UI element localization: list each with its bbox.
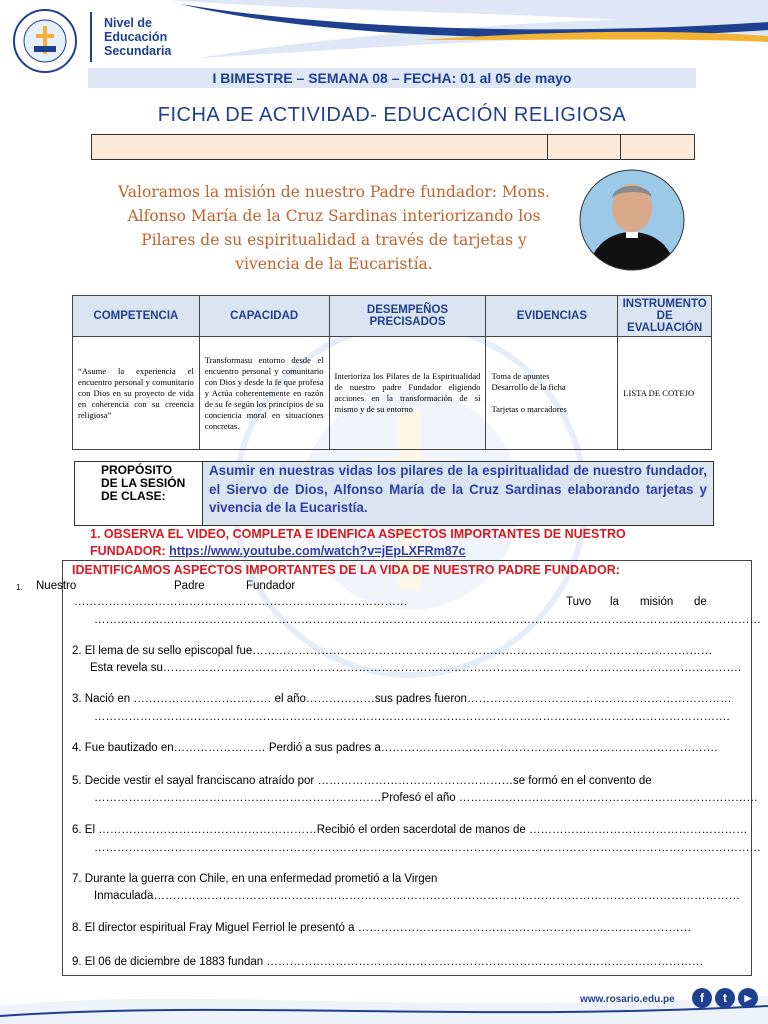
twitter-icon[interactable]: t: [715, 988, 735, 1008]
info-row-divider-1: [547, 135, 548, 159]
facebook-icon[interactable]: f: [692, 988, 712, 1008]
q1-word-6: misión: [640, 596, 674, 608]
question-8[interactable]: 8. El director espiritual Fray Miguel Ferriol le presentó a ……………………………………………………………………………: [72, 922, 692, 934]
cell-instrumento: LISTA DE COTEJO: [618, 337, 712, 450]
proposito-label-box: [74, 461, 204, 526]
q1-word-3: Fundador: [246, 580, 296, 592]
proposito-text-box: [202, 461, 714, 526]
cell-capacidad: Transformasu entorno desde el encuentro personal y comunitario con Dios y desde la fe que profesa y Actúa coherentemente en razón de su fe según los principios de su conciencia moral en situaciones concretas.: [199, 337, 329, 450]
step1-text2: FUNDADOR:: [90, 544, 166, 558]
header-divider: [90, 12, 92, 62]
table-row: [73, 337, 712, 450]
subtitle-line3: Pilares de su espiritualidad a través de tarjetas y: [141, 231, 527, 249]
q1-word-5: la: [610, 596, 619, 608]
nivel-line2: Educación: [104, 30, 168, 44]
q1-word-4: Tuvo: [566, 596, 592, 608]
competencias-table: [72, 295, 712, 450]
founder-portrait: [578, 168, 686, 272]
nivel-line3: Secundaria: [104, 44, 172, 58]
video-link[interactable]: https://www.youtube.com/watch?v=jEpLXFRm87c: [169, 544, 466, 558]
question-2-line2[interactable]: Esta revela su…………………………………………………………………………………………………………………………………….: [90, 662, 742, 674]
q1-number: 1.: [16, 583, 23, 592]
info-row[interactable]: [91, 134, 695, 160]
subtitle-line2: Alfonso María de la Cruz Sardinas interiorizando los: [127, 207, 541, 225]
proposito-text: Asumir en nuestras vidas los pilares de la espiritualidad de nuestro fundador, el Siervo de Dios, Alfonso María de la Cruz Sardinas elaborando tarjetas y vivencia de la Eucaristía.: [209, 463, 707, 515]
question-7[interactable]: 7. Durante la guerra con Chile, en una enfermedad prometió a la Virgen: [72, 873, 438, 885]
subtitle-line4: vivencia de la Eucaristía.: [235, 255, 433, 273]
nivel-line1: Nivel de: [104, 16, 152, 30]
bimestre-text: I BIMESTRE – SEMANA 08 – FECHA: 01 al 05 de mayo: [212, 70, 572, 86]
proposito-label-1: PROPÓSITO: [101, 463, 173, 477]
cell-desempenos: Interioriza los Pilares de la Espiritualidad de nuestro padre Fundador eligiendo acciones en la transformación de sí mismo y de su entorno: [329, 337, 486, 450]
table-header-row: [73, 296, 712, 337]
q1-word-1: Nuestro: [36, 580, 77, 592]
subtitle-line1: Valoramos la misión de nuestro Padre fundador: Mons.: [118, 183, 550, 201]
question-3[interactable]: 3. Nació en ……………………………… el año………………sus padres fueron……………………………………………………………: [72, 693, 732, 705]
q1-word-7: de: [694, 596, 707, 608]
cell-competencia: “Asume la experiencia el encuentro personal y comunitario con Dios en su proyecto de vida en coherencia con su creencia religiosa”: [73, 337, 200, 450]
step1-instruction: [90, 526, 730, 560]
question-6-line2[interactable]: …………………………………………………………………………………………………………………………………………………………: [94, 842, 761, 854]
evidencia-1: Toma de apuntes: [491, 371, 550, 381]
evidencia-2: Desarrollo de la ficha: [491, 382, 566, 392]
evidencia-3: Tarjetas o marcadores: [491, 404, 567, 414]
youtube-icon[interactable]: ▶: [738, 988, 758, 1008]
question-7-line2[interactable]: Inmaculada………………………………………………………………………………………………………………………………………: [94, 890, 740, 902]
school-logo: [12, 8, 78, 74]
q1-word-2: Padre: [174, 580, 205, 592]
cell-evidencias: [486, 337, 618, 450]
proposito-label-3: DE CLASE:: [101, 489, 166, 503]
q1-blank-2[interactable]: …………………………………………………………………………………………………………………………………………………………: [94, 614, 761, 626]
nivel-educacion: [104, 16, 171, 58]
question-5[interactable]: 5. Decide vestir el sayal franciscano atraído por ……………………………………………se formó en el convento de: [72, 775, 652, 787]
header-capacidad: CAPACIDAD: [199, 296, 329, 337]
header-competencia: COMPETENCIA: [73, 296, 200, 337]
header-instrumento: INSTRUMENTO DE EVALUACIÓN: [618, 296, 712, 337]
session-subtitle: [104, 180, 564, 276]
step1-text: 1. OBSERVA EL VIDEO, COMPLETA E IDENFICA ASPECTOS IMPORTANTES DE NUESTRO: [90, 527, 626, 541]
question-9[interactable]: 9. El 06 de diciembre de 1883 fundan ……………………………………………………………………………………………………: [72, 956, 704, 968]
question-3-line2[interactable]: ………………………………………………………………………………………………………………………………………………….: [94, 711, 730, 723]
header-desempenos: DESEMPEÑOS PRECISADOS: [329, 296, 486, 337]
questions-title: IDENTIFICAMOS ASPECTOS IMPORTANTES DE LA VIDA DE NUESTRO PADRE FUNDADOR:: [72, 563, 620, 577]
ficha-title: FICHA DE ACTIVIDAD- EDUCACIÓN RELIGIOSA: [157, 104, 627, 126]
question-5-line2[interactable]: …………………………………………………………………Profesó el año ……………………………………………………………………: [94, 792, 758, 804]
question-6[interactable]: 6. El …………………………………………………Recibió el orden sacerdotal de manos de …………………………………………………: [72, 824, 748, 836]
website-link[interactable]: www.rosario.edu.pe: [580, 994, 675, 1005]
q1-blank-1[interactable]: ……………………………………………………………………………: [74, 596, 408, 608]
header-evidencias: EVIDENCIAS: [486, 296, 618, 337]
proposito-label: [101, 464, 185, 503]
question-2[interactable]: 2. El lema de su sello episcopal fue…………………………………………………………………………………………………………: [72, 645, 713, 657]
proposito-label-2: DE LA SESIÓN: [101, 476, 186, 490]
question-4[interactable]: 4. Fue bautizado en…………………… Perdió a sus padres a…………………………………………………………………………….: [72, 742, 718, 754]
info-row-divider-2: [620, 135, 621, 159]
